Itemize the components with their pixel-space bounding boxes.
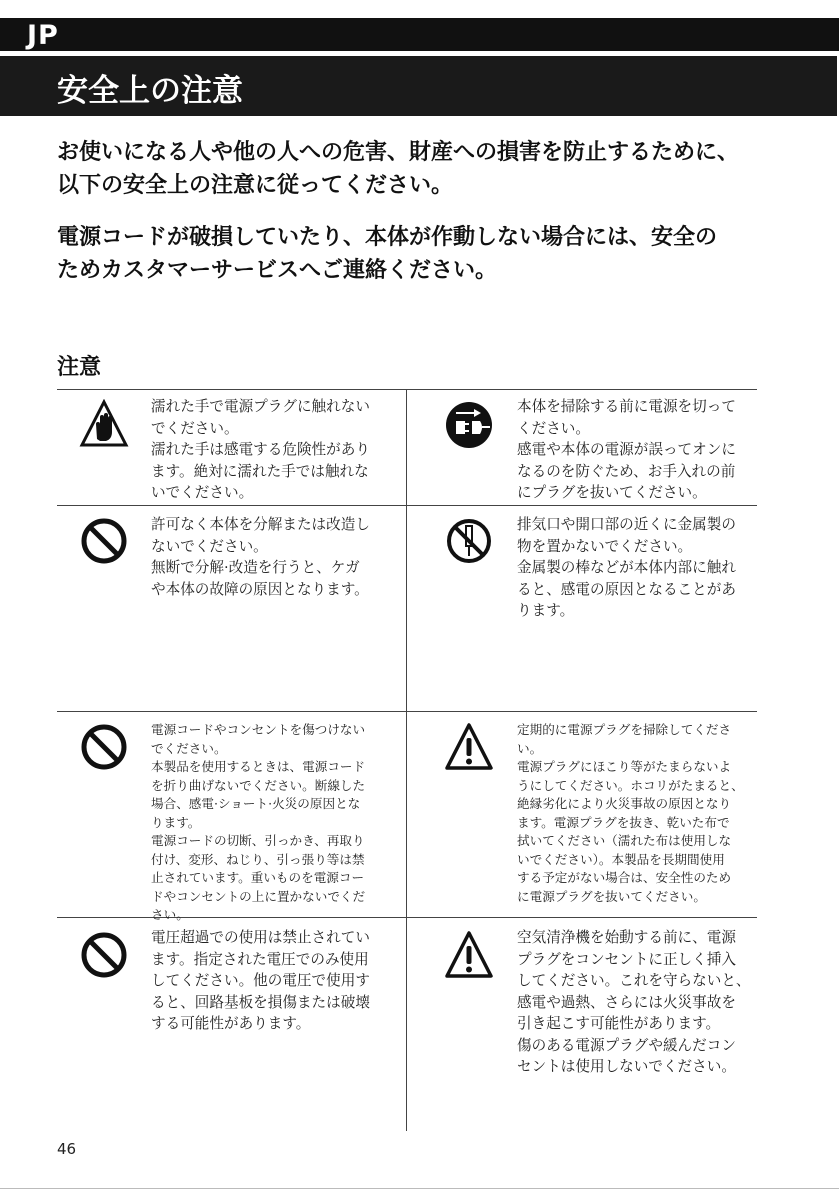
column-divider [406, 389, 407, 1131]
prohibited-icon [79, 516, 129, 566]
language-label: JP [27, 20, 59, 51]
page-number: 46 [57, 1140, 77, 1158]
section-title: 注意 [57, 355, 102, 380]
wet-hand-warning-icon [79, 399, 129, 449]
title-bar [0, 56, 837, 116]
row-divider-right [406, 711, 757, 712]
bottom-rule [0, 1188, 839, 1189]
caution-text-4: 排気口や開口部の近くに金属製の 物を置かないでください。 金属製の棒などが本体内部に触れ ると、感電の原因となることがあ ります。 [517, 516, 736, 619]
caution-text-1: 濡れた手で電源プラグに触れない でください。 濡れた手は感電する危険性があり ます。絶対に濡れた手では触れな いでください。 [151, 398, 370, 501]
row-divider-left [57, 711, 406, 712]
caution-text-3: 許可なく本体を分解または改造し ないでください。 無断で分解·改造を行うと、ケガ や本体の故障の原因となります。 [151, 516, 370, 598]
prohibited-icon [79, 722, 129, 772]
unplug-icon [444, 400, 494, 450]
caution-text-5: 電源コードやコンセントを傷つけない でください。 本製品を使用するときは、電源コード を折り曲げないでください。断線した 場合、感電·ショート·火災の原因とな ります。 電源コードの切断、引っかき、再取り 付け、変形、ねじり、引っ張り等は禁 止されています。重いものを電源コー ドやコンセントの上に置かないでくだ さい。 [151, 722, 366, 922]
table-top-line [57, 389, 757, 390]
no-metal-objects-icon [444, 516, 494, 566]
caution-text-7: 電圧超過での使用は禁止されてい ます。指定された電圧でのみ使用 してください。他の電圧で使用す ると、回路基板を損傷または破壊 する可能性があります。 [151, 929, 370, 1032]
language-bar [0, 18, 839, 51]
caution-text-6: 定期的に電源プラグを掃除してくださ い。 電源プラグにほこり等がたまらないよ うにしてください。ホコリがたまると、 絶縁劣化により火災事故の原因となり ます。電源プラグを抜き、乾いた布で 拭いてください（濡れた布は使用しな いでください）。本製品を長期間使用 する予定がない場合は、安全性のため に電源プラグを抜いてください。 [517, 722, 744, 904]
caution-text-8: 空気清浄機を始動する前に、電源 プラグをコンセントに正しく挿入 してください。これを守らないと、 感電や過熱、さらには火災事故を 引き起こす可能性があります。 傷のある電源プラグや緩んだコン セントは使用しないでください。 [517, 929, 751, 1075]
page-title: 安全上の注意 [57, 73, 243, 109]
intro-paragraph-2: 電源コードが破損していたり、本体が作動しない場合には、安全の ためカスタマーサービスへご連絡ください。 [57, 225, 718, 283]
row-divider-right [406, 917, 757, 918]
row-divider-left [57, 505, 406, 506]
warning-triangle-icon [444, 722, 494, 772]
intro-paragraph-1: お使いになる人や他の人への危害、財産への損害を防止するために、 以下の安全上の注意に従ってください。 [57, 140, 740, 198]
caution-text-2: 本体を掃除する前に電源を切って ください。 感電や本体の電源が誤ってオンに なるのを防ぐため、お手入れの前 にプラグを抜いてください。 [517, 398, 736, 501]
prohibited-icon [79, 930, 129, 980]
warning-triangle-icon [444, 930, 494, 980]
row-divider-right [406, 505, 757, 506]
